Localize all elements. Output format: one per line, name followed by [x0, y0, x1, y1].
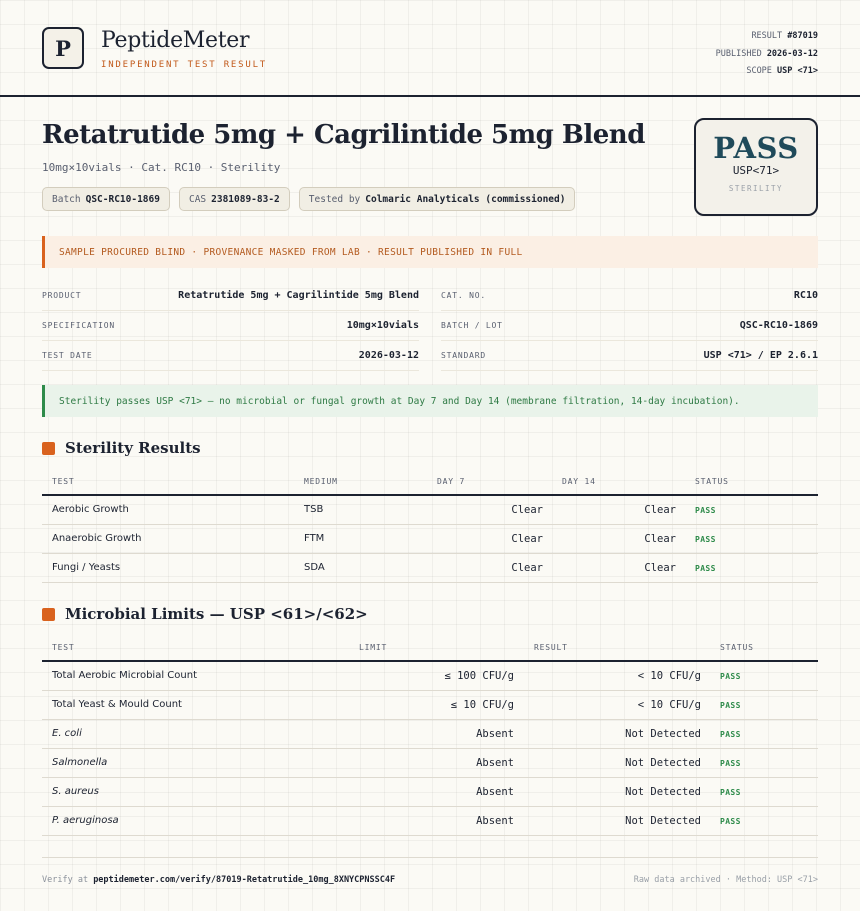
- tested-by-chip: Tested by Colmaric Analyticals (commissioned): [299, 187, 576, 211]
- blind-procurement-notice: SAMPLE PROCURED BLIND · PROVENANCE MASKED FROM LAB · RESULT PUBLISHED IN FULL: [42, 236, 818, 268]
- sterility-table-header: TEST MEDIUM DAY 7 DAY 14 STATUS: [42, 467, 818, 496]
- report-footer: [42, 857, 818, 898]
- brand-logo: [42, 27, 84, 69]
- meta-published: PUBLISHED 2026-03-12: [715, 48, 818, 59]
- info-row-batch-lot: BATCH / LOT QSC-RC10-1869: [441, 311, 818, 341]
- microbial-table-header: TEST LIMIT RESULT STATUS: [42, 633, 818, 662]
- product-subtitle: 10mg×10vials · Cat. RC10 · Sterility: [42, 161, 281, 174]
- status-badge: PASS: [695, 506, 716, 515]
- summary-banner: Sterility passes USP <71> — no microbial or fungal growth at Day 7 and Day 14 (membrane filtration, 14-day incubation).: [42, 385, 818, 417]
- table-row: E. coli Absent Not Detected PASS: [42, 720, 818, 749]
- archive-note: Raw data archived · Method: USP <71>: [633, 875, 818, 885]
- table-row: Aerobic Growth TSB Clear Clear PASS: [42, 496, 818, 525]
- product-chips: [42, 187, 575, 211]
- sterility-section-heading: Sterility Results: [42, 439, 201, 457]
- verify-text: Verify at peptidemeter.com/verify/87019-Retatrutide_10mg_8XNYCPNSSC4F: [42, 875, 396, 885]
- meta-scope: SCOPE USP <71>: [746, 66, 818, 76]
- status-badge: PASS: [720, 788, 741, 797]
- status-badge: PASS: [720, 672, 741, 681]
- table-row: Total Aerobic Microbial Count ≤ 100 CFU/g < 10 CFU/g PASS: [42, 662, 818, 691]
- badge-scope: STERILITY: [728, 184, 784, 193]
- microbial-section-heading: Microbial Limits — USP <61>/<62>: [42, 605, 368, 623]
- table-row: P. aeruginosa Absent Not Detected PASS: [42, 807, 818, 836]
- info-row-standard: STANDARD USP <71> / EP 2.6.1: [441, 341, 818, 371]
- logo-letter: P: [55, 35, 71, 61]
- report-header: [0, 0, 860, 97]
- info-row-specification: SPECIFICATION 10mg×10vials: [42, 311, 419, 341]
- status-badge: PASS: [695, 535, 716, 544]
- info-row-product: PRODUCT Retatrutide 5mg + Cagrilintide 5mg Blend: [42, 281, 419, 311]
- table-row: Total Yeast & Mould Count ≤ 10 CFU/g < 10 CFU/g PASS: [42, 691, 818, 720]
- product-title: Retatrutide 5mg + Cagrilintide 5mg Blend: [42, 120, 645, 150]
- verify-link[interactable]: peptidemeter.com/verify/87019-Retatrutide_10mg_8XNYCPNSSC4F: [93, 875, 396, 885]
- batch-chip: Batch QSC-RC10-1869: [42, 187, 170, 211]
- cas-chip: CAS 2381089-83-2: [179, 187, 290, 211]
- info-row-cat-no: CAT. NO. RC10: [441, 281, 818, 311]
- status-badge: PASS: [720, 701, 741, 710]
- pass-badge: [694, 118, 818, 216]
- status-badge: PASS: [695, 564, 716, 573]
- table-row: Fungi / Yeasts SDA Clear Clear PASS: [42, 554, 818, 583]
- status-badge: PASS: [720, 817, 741, 826]
- brand-name: PeptideMeter: [101, 28, 250, 53]
- section-marker-icon: [42, 608, 55, 621]
- info-row-test-date: TEST DATE 2026-03-12: [42, 341, 419, 371]
- table-row: Anaerobic Growth FTM Clear Clear PASS: [42, 525, 818, 554]
- table-row: S. aureus Absent Not Detected PASS: [42, 778, 818, 807]
- badge-standard: USP<71>: [732, 164, 780, 177]
- badge-result: PASS: [713, 131, 799, 165]
- status-badge: PASS: [720, 759, 741, 768]
- report-meta: [716, 28, 818, 81]
- brand-tagline: INDEPENDENT TEST RESULT: [101, 60, 268, 70]
- section-marker-icon: [42, 442, 55, 455]
- meta-result: RESULT #87019: [751, 31, 818, 41]
- table-row: Salmonella Absent Not Detected PASS: [42, 749, 818, 778]
- status-badge: PASS: [720, 730, 741, 739]
